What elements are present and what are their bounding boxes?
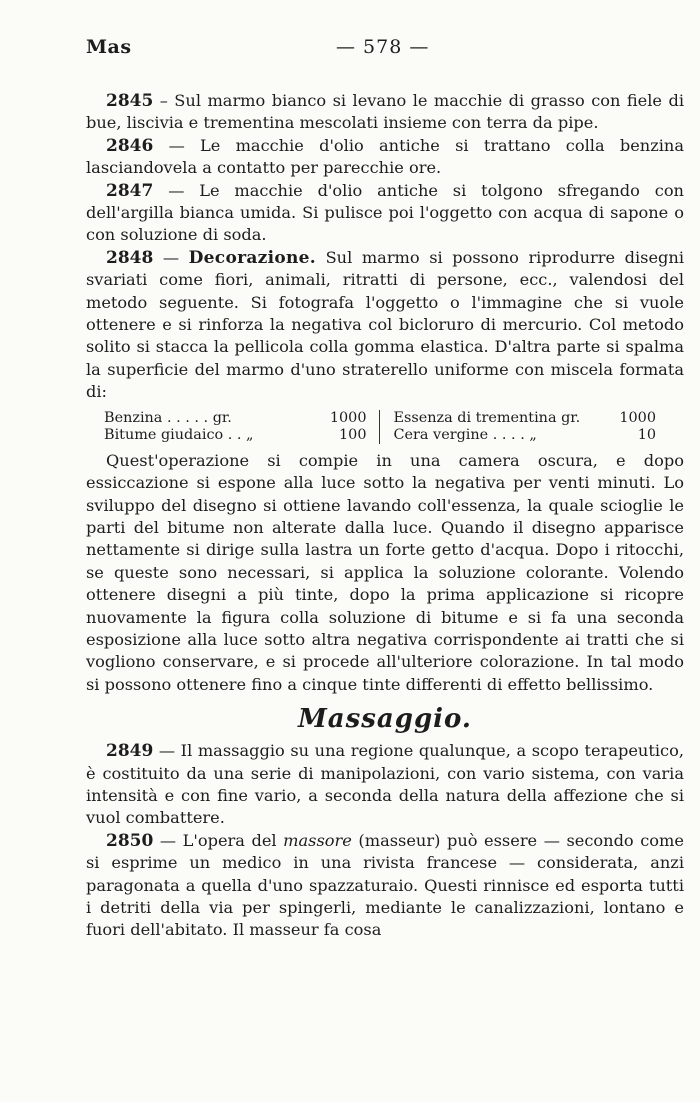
paragraph-text: Sul marmo si possono riprodurre disegni svariati come fiori, animali, ritratti di persone, ecc., valendosi del metodo seguente. Si fotografa l'oggetto o l'immagine che si vuole ottenere e si rinforza la negativa col bicloruro di mercurio. Col metodo solito si stacca la pellicola colla gomma elastica. D'altra parte si spalma la superficie del marmo d'uno straterello uniforme con miscela formata di:: [86, 247, 684, 402]
recipe-qty: 1000: [329, 409, 367, 426]
paragraph-2845: [86, 90, 684, 135]
recipe-row: [394, 410, 657, 427]
paragraph-number: 2848: [106, 247, 154, 268]
recipe-column-right: [380, 410, 667, 444]
recipe-table: [104, 410, 666, 444]
paragraph-number: 2850: [106, 830, 154, 851]
paragraph-italic-term: massore: [283, 830, 352, 850]
recipe-qty: 10: [637, 426, 656, 443]
paragraph-text: — Le macchie d'olio antiche si trattano colla benzina lasciandovela a contatto per parecchie ore.: [86, 135, 684, 178]
page-number: — 578 —: [336, 36, 430, 58]
paragraph-dash: —: [153, 247, 189, 267]
paragraph-number: 2846: [106, 135, 154, 156]
page-header: [86, 36, 684, 62]
page-body: [86, 90, 684, 942]
section-title: Massaggio.: [298, 704, 472, 735]
paragraph-2846: [86, 135, 684, 180]
recipe-row: [104, 427, 367, 444]
paragraph-2850: [86, 830, 684, 942]
paragraph-number: 2845: [106, 91, 154, 111]
recipe-column-left: [104, 410, 380, 444]
paragraph-number: 2847: [106, 180, 154, 201]
paragraph-text: (masseur) può essere — secondo come si esprime un medico in una rivista francese — considerata, anzi paragonata a quella d'uno spazzaturaio. Questi rinnisce ed esporta tutti i detriti della via per spingerli, mediante le canalizzazioni, lontano e fuori dell'abitato. Il masseur fa cosa: [86, 830, 684, 940]
paragraph-text: — L'opera del: [153, 830, 284, 850]
running-head: Mas: [86, 36, 132, 58]
paragraph-2847: [86, 180, 684, 247]
paragraph-text: — Le macchie d'olio antiche si tolgono sfregando con dell'argilla bianca umida. Si pulisce poi l'oggetto con acqua di sapone o con soluzione di soda.: [86, 180, 684, 245]
recipe-item: Benzina . . . . . gr.: [104, 409, 232, 426]
paragraph-2848: [86, 247, 684, 404]
paragraph-2848-continued: Quest'operazione si compie in una camera oscura, e dopo essiccazione si espone alla luce sotto la negativa per venti minuti. Lo sviluppo del disegno si ottiene lavando coll'essenza, la quale scioglie le parti del bitume non alterate dalla luce. Quando il disegno apparisce nettamente si dirige sulla lastra un forte getto d'acqua. Dopo i ritocchi, se queste sono necessari, si applica la soluzione colorante. Volendo ottenere disegni a più tinte, dopo la prima applicazione si ricopre nuovamente la figura colla soluzione di bitume e si fa una seconda esposizione alla luce sotto altra negativa corrispondente ai tratti che si vogliono conservare, e si procede all'ulteriore colorazione. In tal modo si possono ottenere fino a cinque tinte differenti di effetto bellissimo.: [86, 450, 684, 694]
recipe-item: Cera vergine . . . . „: [393, 426, 537, 443]
paragraph-2849: [86, 740, 684, 830]
paragraph-title: Decorazione.: [188, 247, 317, 268]
recipe-item: Essenza di trementina gr.: [393, 409, 581, 426]
recipe-item: Bitume giudaico . . „: [104, 426, 254, 443]
recipe-qty: 100: [339, 426, 367, 443]
paragraph-number: 2849: [106, 741, 154, 762]
recipe-qty: 1000: [619, 409, 656, 426]
recipe-row: [394, 427, 657, 444]
recipe-row: [104, 410, 367, 427]
paragraph-text: – Sul marmo bianco si levano le macchie di grasso con fiele di bue, liscivia e trementina mescolati insieme con terra da pipe.: [86, 91, 684, 133]
paragraph-text: — Il massaggio su una regione qualunque, a scopo terapeutico, è costituito da una serie di manipolazioni, con vario sistema, con varia intensità e con fine vario, a seconda della natura della affezione che si vuol combattere.: [86, 741, 684, 828]
